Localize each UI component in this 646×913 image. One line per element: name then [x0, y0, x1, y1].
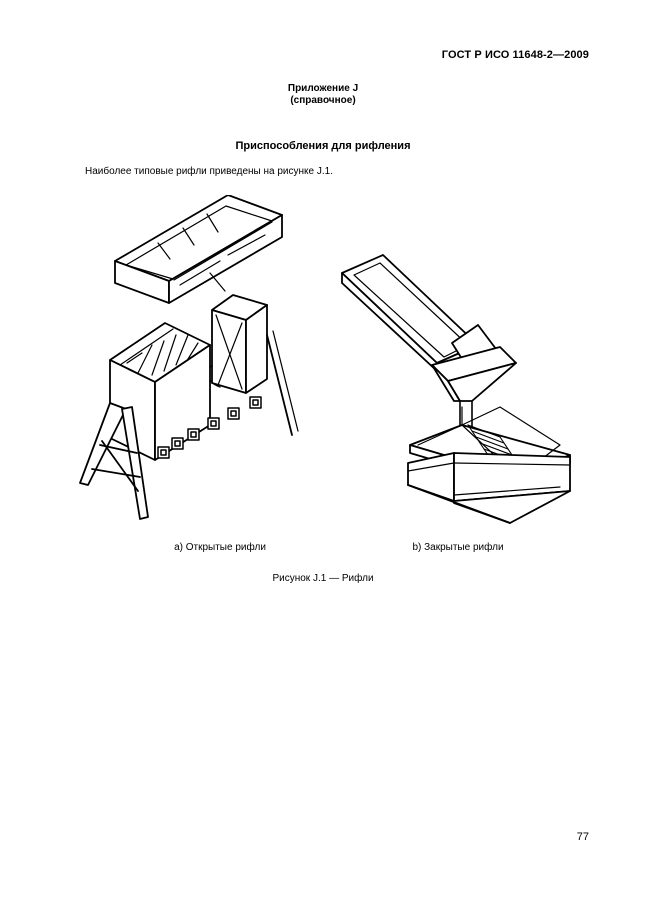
open-riffle-illustration [80, 195, 298, 519]
annex-title: Приложение J [287, 83, 359, 94]
page-number: 77 [576, 831, 589, 843]
open-riffle-pan [115, 195, 282, 303]
annex-status: (справочное) [290, 95, 356, 106]
figure-caption-open-riffles: a) Открытые рифли [174, 542, 266, 553]
document-standard-id: ГОСТ Р ИСО 11648-2—2009 [441, 49, 589, 61]
intro-paragraph: Наиболее типовые рифли приведены на рисунке J.1. [85, 166, 333, 177]
section-title: Приспособления для рифления [235, 140, 411, 152]
closed-riffle-trays [408, 453, 570, 523]
annex-heading [0, 83, 646, 107]
figure-caption-closed-riffles: b) Закрытые рифли [412, 542, 504, 553]
riffle-figure [60, 195, 600, 535]
closed-riffle-illustration [342, 255, 570, 523]
figure-caption: Рисунок J.1 — Рифли [272, 573, 374, 584]
open-riffle-collecting-pan [208, 295, 298, 435]
